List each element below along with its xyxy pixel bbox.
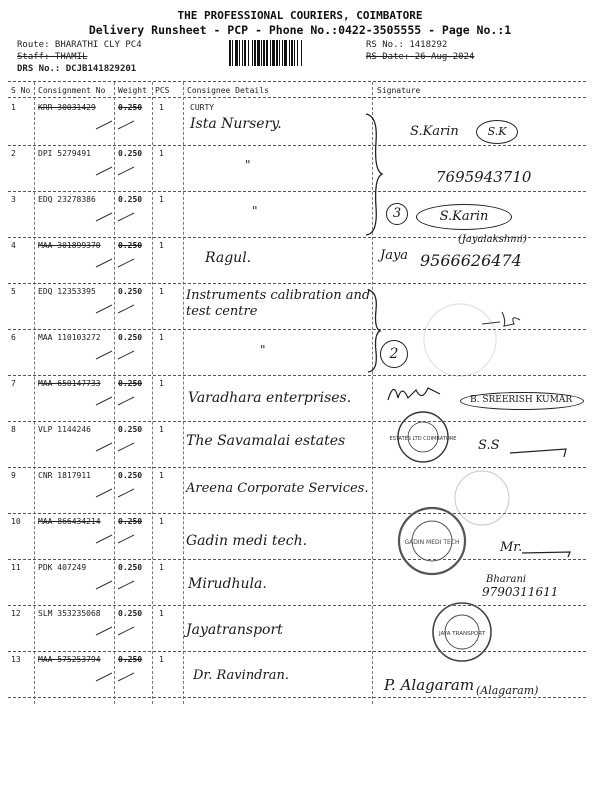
row-pcs: 1 [159, 287, 164, 296]
check-tick-mark [116, 257, 138, 269]
row-pcs: 1 [159, 563, 164, 572]
consignee-handwritten: Ista Nursery. [190, 116, 282, 132]
row-weight: 0.250 [118, 609, 143, 618]
check-tick-mark [94, 671, 116, 683]
col-header-weight: Weight [118, 86, 147, 95]
check-tick-mark [94, 165, 116, 177]
row-consignment-no: MAA 866434214 [38, 517, 101, 526]
row-pcs: 1 [159, 471, 164, 480]
row-weight: 0.250 [118, 471, 143, 480]
ditto-mark: " [245, 158, 251, 172]
check-tick-mark [94, 441, 116, 453]
row-pcs: 1 [159, 149, 164, 158]
rs-number: RS No.: 1418292 [366, 40, 448, 50]
circled-signature [460, 392, 584, 410]
barcode-image [229, 40, 359, 66]
row-weight: 0.250 [118, 103, 143, 112]
signature-name: Bharani [486, 574, 527, 585]
signature-name: (Jayalakshmi) [458, 234, 527, 245]
row-weight: 0.250 [118, 655, 143, 664]
receiver-phone: 9566626474 [420, 251, 522, 270]
col-header-signature: Signature [377, 86, 421, 95]
row-weight: 0.250 [118, 149, 143, 158]
row-sno: 2 [11, 149, 16, 158]
consignee-handwritten: Dr. Ravindran. [193, 668, 289, 683]
svg-text:GADIN MEDI TECH: GADIN MEDI TECH [404, 539, 460, 546]
company-title: THE PROFESSIONAL COURIERS, COIMBATORE [177, 9, 423, 22]
row-sno: 13 [11, 655, 21, 664]
col-divider [183, 82, 184, 704]
company-stamp [389, 410, 457, 464]
row-sno: 11 [11, 563, 21, 572]
row-pcs: 1 [159, 517, 164, 526]
col-header-pcs: PCS [155, 86, 170, 95]
consignee-handwritten: Areena Corporate Services. [186, 481, 369, 496]
table-header-rule [8, 97, 586, 98]
check-tick-mark [116, 625, 138, 637]
row-sno: 4 [11, 241, 16, 250]
check-tick-mark [94, 395, 116, 407]
signature: Jaya [380, 248, 409, 263]
check-tick-mark [94, 625, 116, 637]
row-consignment-no: CNR 1817911 [38, 471, 91, 480]
row-weight: 0.250 [118, 379, 143, 388]
row-pcs: 1 [159, 379, 164, 388]
row-divider [8, 651, 586, 652]
svg-text:ESTATES LTD COIMBATORE: ESTATES LTD COIMBATORE [389, 436, 457, 442]
check-tick-mark [116, 303, 138, 315]
consignee-handwritten: Gadin medi tech. [186, 533, 308, 549]
col-divider [152, 82, 153, 704]
check-tick-mark [94, 533, 116, 545]
row-consignment-no: SLM 353235068 [38, 609, 101, 618]
col-header-consignment: Consignment No [38, 86, 106, 95]
row-consignment-no: DPI 5279491 [38, 149, 91, 158]
runsheet-subtitle: Delivery Runsheet - PCP - Phone No.:0422-3505555 - Page No.:1 [88, 23, 512, 37]
signature-stroke [510, 445, 570, 459]
row-sno: 12 [11, 609, 21, 618]
row-divider [8, 559, 586, 560]
row-weight: 0.250 [118, 195, 143, 204]
row-divider [8, 421, 586, 422]
signature-scribble [384, 378, 444, 406]
row-divider [8, 697, 586, 698]
svg-text:JAYA TRANSPORT: JAYA TRANSPORT [438, 631, 486, 637]
row-pcs: 1 [159, 425, 164, 434]
brace-mark [366, 288, 382, 373]
check-tick-mark [116, 165, 138, 177]
row-weight: 0.250 [118, 517, 143, 526]
signature-name: (Alagaram) [476, 684, 539, 697]
check-tick-mark [116, 533, 138, 545]
check-tick-mark [116, 119, 138, 131]
rs-date: RS Date: 26-Aug-2024 [366, 52, 475, 62]
circled-number: 2 [380, 340, 408, 368]
row-divider [8, 283, 586, 284]
check-tick-mark [94, 349, 116, 361]
check-tick-mark [94, 579, 116, 591]
drs-number: DRS No.: DCJB141829201 [17, 64, 137, 74]
ditto-mark: " [260, 343, 266, 357]
check-tick-mark [116, 441, 138, 453]
row-pcs: 1 [159, 241, 164, 250]
check-tick-mark [94, 303, 116, 315]
receiver-phone: 9790311611 [482, 585, 559, 599]
row-printed-detail: CURTY [190, 103, 215, 112]
row-consignment-no: KRR 30031429 [38, 103, 96, 112]
row-consignment-no: MAA 650147733 [38, 379, 101, 388]
row-consignment-no: PDK 407249 [38, 563, 87, 572]
signature-name: B. SREERISH KUMAR [470, 395, 573, 405]
consignee-handwritten: Varadhara enterprises. [188, 390, 352, 406]
row-pcs: 1 [159, 609, 164, 618]
check-tick-mark [116, 671, 138, 683]
row-weight: 0.250 [118, 287, 143, 296]
receiver-phone: 7695943710 [436, 168, 532, 186]
check-tick-mark [116, 487, 138, 499]
row-weight: 0.250 [118, 241, 143, 250]
row-divider [8, 191, 586, 192]
faded-stamp [452, 468, 512, 528]
row-sno: 5 [11, 287, 16, 296]
row-consignment-no: EDQ 23278386 [38, 195, 96, 204]
consignee-handwritten: The Savamalai estates [186, 433, 346, 449]
circled-initials: S.K [476, 120, 518, 144]
row-divider [8, 605, 586, 606]
check-tick-mark [116, 211, 138, 223]
consignee-handwritten: Instruments calibration and test centre [186, 288, 371, 319]
signature-stroke [522, 545, 574, 559]
row-pcs: 1 [159, 103, 164, 112]
row-sno: 3 [11, 195, 16, 204]
faded-stamp [420, 300, 500, 380]
brace-mark [364, 112, 384, 237]
row-consignment-no: MAA 301899370 [38, 241, 101, 250]
consignee-handwritten: Jayatransport [186, 622, 283, 638]
row-weight: 0.250 [118, 563, 143, 572]
check-tick-mark [94, 487, 116, 499]
row-consignment-no: VLP 1144246 [38, 425, 91, 434]
signature: S.S [478, 438, 500, 453]
company-stamp [430, 600, 494, 664]
col-header-consignee: Consignee Details [187, 86, 269, 95]
check-tick-mark [116, 349, 138, 361]
row-weight: 0.250 [118, 425, 143, 434]
row-pcs: 1 [159, 655, 164, 664]
check-tick-mark [94, 257, 116, 269]
signature: S.Karin [410, 124, 459, 139]
check-tick-mark [94, 119, 116, 131]
row-sno: 7 [11, 379, 16, 388]
row-divider [8, 145, 586, 146]
table-top-rule [8, 81, 586, 82]
circled-signature: S.Karin [416, 204, 512, 230]
circled-number: 3 [386, 203, 408, 225]
check-tick-mark [116, 579, 138, 591]
col-header-sno: S No [11, 86, 31, 95]
check-tick-mark [116, 395, 138, 407]
signature: Mr. [500, 540, 523, 555]
row-sno: 1 [11, 103, 16, 112]
row-consignment-no: EDQ 12353395 [38, 287, 96, 296]
signature: P. Alagaram [384, 676, 475, 694]
row-pcs: 1 [159, 195, 164, 204]
row-sno: 9 [11, 471, 16, 480]
check-tick-mark [94, 211, 116, 223]
ditto-mark: " [252, 204, 258, 218]
row-sno: 6 [11, 333, 16, 342]
row-consignment-no: MAA 110103272 [38, 333, 101, 342]
consignee-handwritten: Ragul. [205, 250, 252, 266]
row-sno: 8 [11, 425, 16, 434]
row-pcs: 1 [159, 333, 164, 342]
row-weight: 0.250 [118, 333, 143, 342]
row-sno: 10 [11, 517, 21, 526]
staff-label: Staff: THAMIL [17, 52, 88, 62]
consignee-handwritten: Mirudhula. [188, 576, 267, 592]
route-label: Route: BHARATHI CLY PC4 [17, 40, 142, 50]
col-divider [34, 82, 35, 704]
row-consignment-no: MAA 575253794 [38, 655, 101, 664]
